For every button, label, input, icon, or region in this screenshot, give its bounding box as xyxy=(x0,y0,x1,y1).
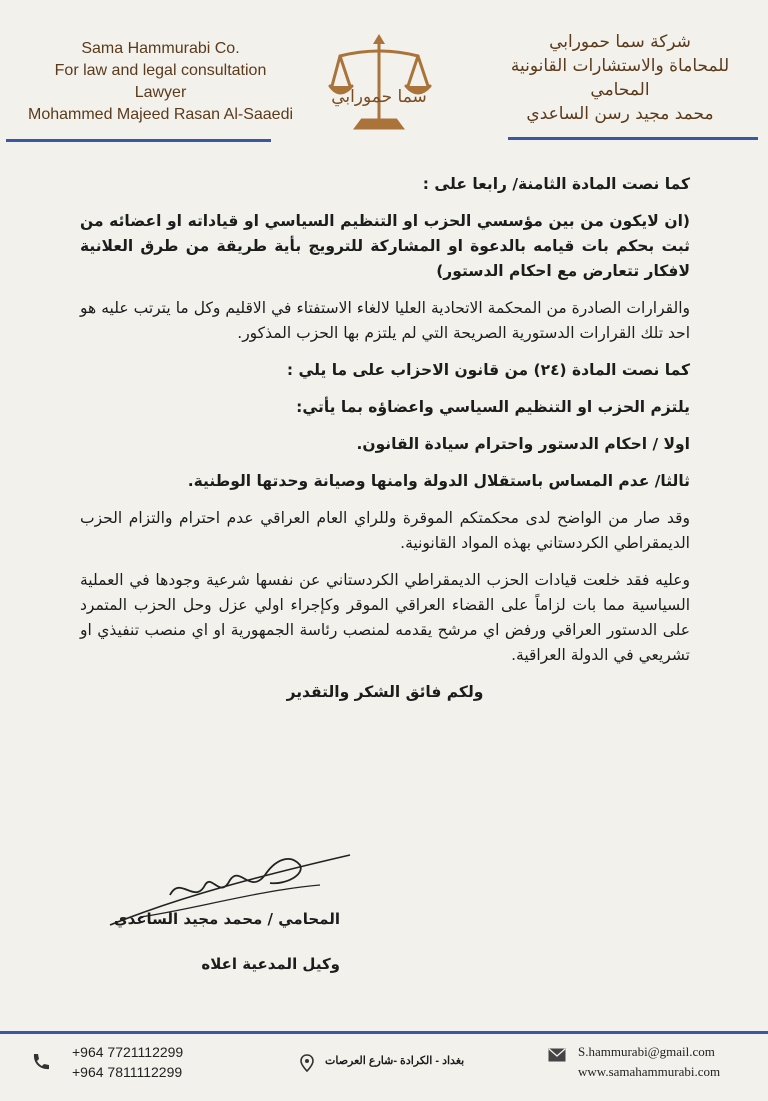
header-divider-right xyxy=(508,137,758,140)
location-pin-icon xyxy=(300,1054,314,1072)
paragraph-first: اولا / احكام الدستور واحترام سيادة القانون. xyxy=(356,435,690,453)
paragraph-thanks: ولكم فائق الشكر والتقدير xyxy=(286,683,484,701)
company-name-ar: شركة سما حمورابي xyxy=(549,32,691,52)
paragraph-decisions: والقرارات الصادرة من المحكمة الاتحادية العليا لالغاء الاستفتاء في الاقليم وكل ما يترتب عليه هو احد تلك القرارات الدستورية الصريحة التي لم يلتزم بها الحزب المذكور. xyxy=(80,299,690,342)
phone-icon xyxy=(30,1052,50,1072)
scales-logo-icon xyxy=(326,30,432,138)
logo-text: سما حمورابي xyxy=(331,87,427,107)
lawyer-title-en: Lawyer xyxy=(134,84,187,101)
website-url: www.samahammurabi.com xyxy=(578,1064,721,1079)
lawyer-name-ar: محمد مجيد رسن الساعدي xyxy=(526,104,714,124)
letterhead-arabic xyxy=(490,30,750,126)
company-name-en: Sama Hammurabi Co. xyxy=(81,40,240,57)
footer-divider xyxy=(0,1031,768,1034)
signature-name: المحامي / محمد مجيد الساعدي xyxy=(113,910,340,928)
address: بغداد - الكرادة -شارع العرصات xyxy=(325,1055,465,1067)
phone-1: +964 7721112299 xyxy=(72,1044,184,1060)
company-subtitle-en: For law and legal consultation xyxy=(54,62,267,79)
paragraph-article-24: كما نصت المادة (٢٤) من قانون الاحزاب على ما يلي : xyxy=(286,361,690,379)
mail-icon xyxy=(548,1048,566,1062)
paragraph-third: ثالثا/ عدم المساس باستقلال الدولة وامنها وصيانة وحدتها الوطنية. xyxy=(187,472,690,490)
contact-info xyxy=(578,1042,720,1082)
paragraph-quote: (ان لايكون من بين مؤسسي الحزب او التنظيم السياسي او قياداته او اعضائه من ثبت بحكم بات قيامه بالدعوة او المشاركة للترويج بأية طريقة من طرق العلانية لافكار تتعارض مع احكام الدستور) xyxy=(80,212,690,280)
paragraph-evident: وقد صار من الواضح لدى محكمتكم الموقرة وللراي العام العراقي عدم احترام والتزام الحزب الديمقراطي الكردستاني بهذه المواد القانونية. xyxy=(80,509,690,552)
paragraph-obligations: يلتزم الحزب او التنظيم السياسي واعضاؤه بما يأتي: xyxy=(296,398,690,416)
letter-body xyxy=(80,172,690,717)
letter-footer xyxy=(0,1038,768,1101)
header-divider-left xyxy=(6,139,271,142)
signature-role: وكيل المدعية اعلاه xyxy=(201,955,340,973)
phone-numbers xyxy=(72,1042,183,1082)
phone-2: +964 7811112299 xyxy=(72,1064,183,1080)
letterhead-english xyxy=(18,38,303,126)
lawyer-title-ar: المحامي xyxy=(590,80,650,100)
company-subtitle-ar: للمحاماة والاستشارات القانونية xyxy=(510,56,730,76)
paragraph-conclusion: وعليه فقد خلعت قيادات الحزب الديمقراطي الكردستاني عن نفسها شرعية وجودها في العملية السياسية مما بات لزاماً على القضاء العراقي الموقر وكإجراء اولي عزل وحل الحزب المتمرد على الدستور العراقي ورفض اي مرشح يقدمه لمنصب رئاسة الجمهورية او اي منصب تنفيذي او تشريعي في الدولة العراقية. xyxy=(80,571,690,664)
lawyer-name-en: Mohammed Majeed Rasan Al-Saaedi xyxy=(27,106,294,123)
email-address: S.hammurabi@gmail.com xyxy=(578,1044,715,1059)
letterhead xyxy=(0,0,768,150)
paragraph-article-8: كما نصت المادة الثامنة/ رابعا على : xyxy=(422,175,690,193)
